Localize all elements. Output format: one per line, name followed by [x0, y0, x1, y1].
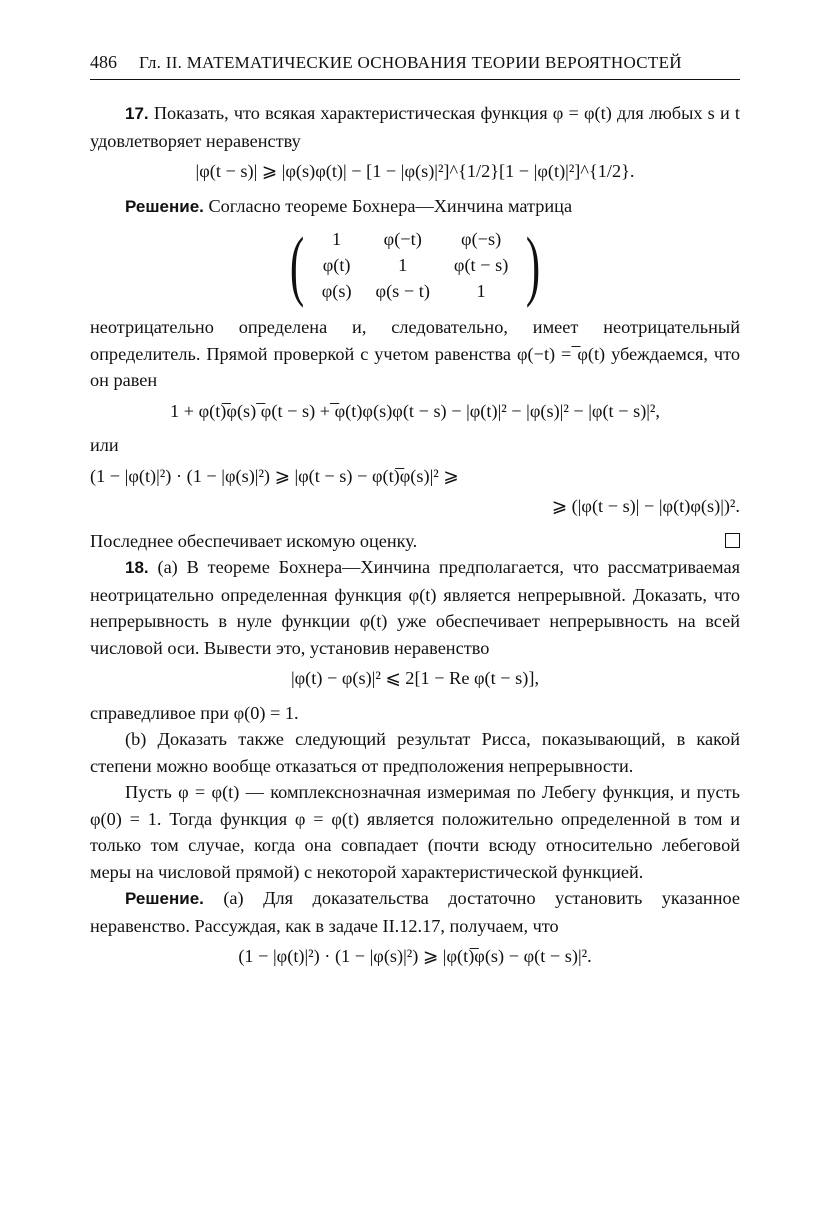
conclusion-text: Последнее обеспечивает искомую оценку.	[90, 530, 418, 551]
determinant-formula: 1 + φ(t)̅φ(s) ̅φ(t − s) + ̅φ(t)φ(s)φ(t − s) − |φ(t)|² − |φ(s)|² − |φ(t − s)|²,	[170, 400, 660, 421]
problem-18-part-a-text: (а) В теореме Бохнера—Хинчина предполагается, что рассматриваемая неотрицательно определенная функция φ(t) является непрерывной. Доказать, что непрерывность в нуле функции φ(t) уже обеспечивает непрерывность на всей числовой оси. Вывести это, установив неравенство	[90, 557, 740, 658]
problem-18-valid-when: справедливое при φ(0) = 1.	[90, 702, 299, 723]
page-body	[90, 100, 740, 970]
running-head: Гл. II. МАТЕМАТИЧЕСКИЕ ОСНОВАНИЯ ТЕОРИИ ВЕРОЯТНОСТЕЙ	[139, 53, 682, 72]
matrix-cell: 1	[476, 280, 486, 301]
inequality-line-2: ⩾ (|φ(t − s)| − |φ(t)φ(s)|)².	[551, 496, 740, 516]
problem-18-number: 18.	[125, 558, 149, 577]
page	[90, 52, 740, 978]
problem-18-riesz-statement: Пусть φ = φ(t) — комплекснозначная измеримая по Лебегу функция, и пусть φ(0) = 1. Тогда функция φ = φ(t) является положительно определенной в том и только том случае, когда она совпадает (почти всюду относительно лебеговой меры на числовой прямой) с некоторой характеристической функцией.	[90, 782, 740, 882]
problem-17-after-matrix: неотрицательно определена и, следовательно, имеет неотрицательный определитель. Прямой проверкой с учетом равенства φ(−t) = ̅φ(t) убеждаемся, что он равен	[90, 317, 740, 390]
qed-square-icon	[725, 533, 740, 548]
problem-17-statement	[90, 100, 740, 154]
matrix-cell: φ(−s)	[461, 228, 502, 249]
inequality-line-1: (1 − |φ(t)|²) · (1 − |φ(s)|²) ⩾ |φ(t − s) − φ(t)̅φ(s)|² ⩾	[90, 465, 459, 486]
solution-label-18: Решение.	[125, 889, 204, 908]
problem-18-solution	[90, 885, 740, 939]
matrix-cell: 1	[332, 228, 342, 249]
problem-18-part-a	[90, 554, 740, 661]
matrix-left-paren: (	[289, 221, 304, 308]
problem-17-conclusion	[90, 528, 740, 555]
matrix-cell: φ(s)	[321, 280, 352, 301]
problem-17-number: 17.	[125, 104, 149, 123]
matrix-right-paren: )	[526, 221, 541, 308]
matrix-table	[310, 226, 521, 304]
matrix-cell: φ(−t)	[383, 228, 422, 249]
matrix-cell: 1	[398, 254, 408, 275]
problem-18-final-inequality: (1 − |φ(t)|²) · (1 − |φ(s)|²) ⩾ |φ(t)̅φ(s) − φ(t − s)|².	[238, 946, 592, 966]
problem-17-text: Показать, что всякая характеристическая функция φ = φ(t) для любых s и t удовлетворяет неравенству	[90, 103, 740, 151]
matrix-cell: φ(t)	[322, 254, 351, 275]
problem-17-inequality: |φ(t − s)| ⩾ |φ(s)φ(t)| − [1 − |φ(s)|²]^{1/2}[1 − |φ(t)|²]^{1/2}.	[195, 161, 635, 181]
matrix-cell: φ(s − t)	[375, 280, 430, 301]
matrix-cell: φ(t − s)	[453, 254, 509, 275]
problem-18-solution-text: (а) Для доказательства достаточно установить указанное неравенство. Рассуждая, как в задаче II.12.17, получаем, что	[90, 888, 740, 936]
problem-18-part-b: (b) Доказать также следующий результат Рисса, показывающий, в какой степени можно вообще отказаться от предположения непрерывности.	[90, 729, 740, 776]
solution-label: Решение.	[125, 196, 204, 216]
or-word: или	[90, 435, 119, 455]
problem-18-inequality: |φ(t) − φ(s)|² ⩽ 2[1 − Re φ(t − s)],	[290, 668, 540, 688]
solution-intro-text: Согласно теореме Бохнера—Хинчина матрица	[208, 195, 573, 216]
problem-17-solution-intro	[90, 193, 740, 221]
page-number: 486	[90, 52, 117, 72]
running-header	[90, 52, 740, 80]
matrix	[90, 221, 740, 308]
